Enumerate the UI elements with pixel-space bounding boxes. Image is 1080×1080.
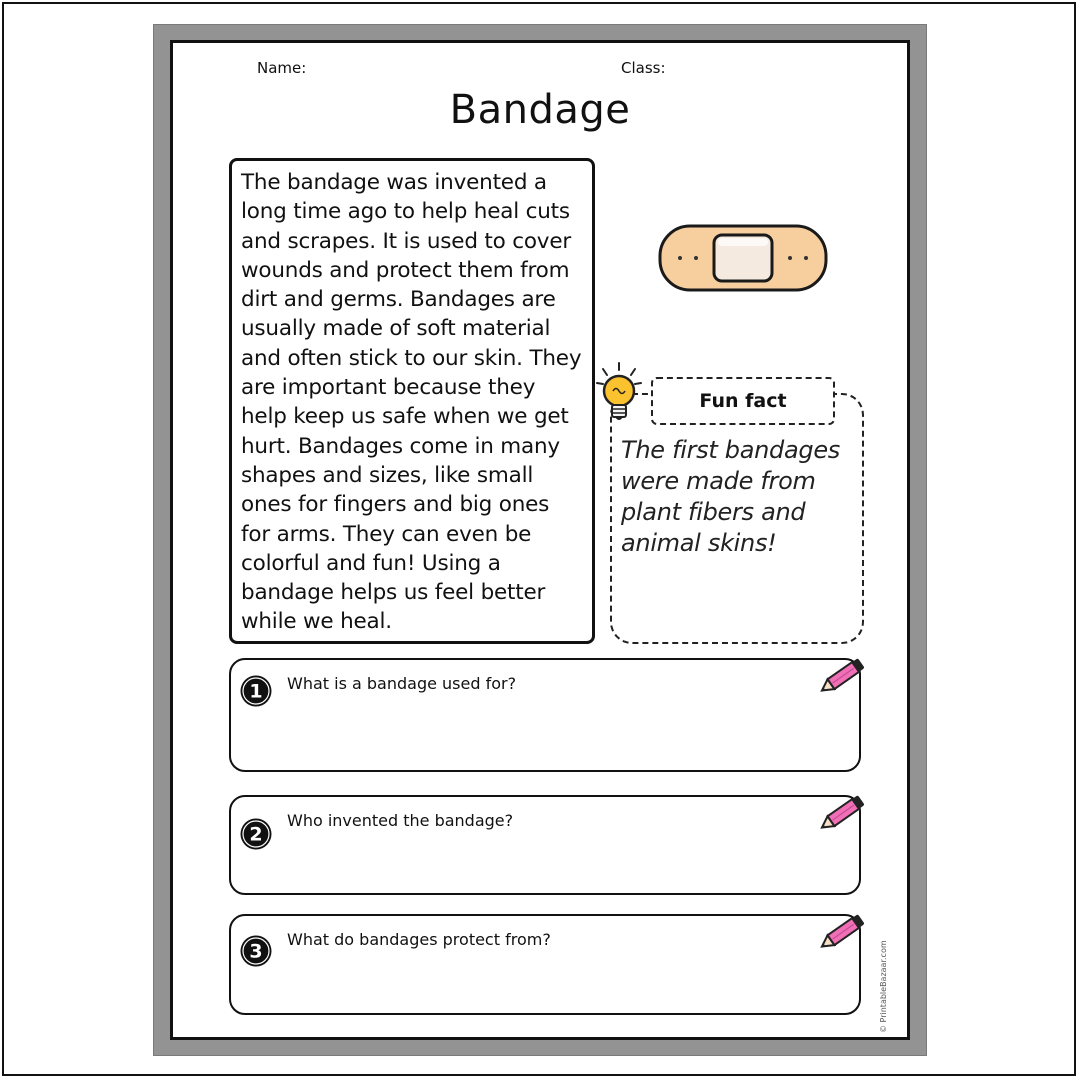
worksheet-page <box>170 40 910 1040</box>
page-title: Bandage <box>449 87 631 133</box>
pencil-icon <box>815 789 871 839</box>
question-text: What do bandages protect from? <box>287 930 551 949</box>
number-badge <box>239 817 273 851</box>
class-label: Class: <box>621 59 666 77</box>
fun-fact-text: The first bandages were made from plant fibers and animal skins! <box>621 436 840 557</box>
pencil-icon <box>815 908 871 958</box>
bandage-illustration <box>658 221 830 297</box>
copyright-credit: © PrintableBazaar.com <box>879 940 888 1033</box>
pencil-icon <box>815 652 871 702</box>
question-text: What is a bandage used for? <box>287 674 517 693</box>
lightbulb-icon <box>595 361 643 427</box>
question-text: Who invented the bandage? <box>287 811 514 830</box>
number-badge <box>239 934 273 968</box>
question-box-2[interactable] <box>229 795 861 895</box>
number-badge <box>239 674 273 708</box>
question-box-1[interactable] <box>229 658 861 772</box>
question-number: 2 <box>249 823 263 846</box>
question-number: 3 <box>249 940 263 963</box>
reading-passage: The bandage was invented a long time ago to help heal cuts and scrapes. It is used to cover wounds and protect them from dirt and germs. Bandages are usually made of soft material and often stick to our skin. They are important because they help keep us safe when we get hurt. Bandages come in many shapes and sizes, like small ones for fingers and big ones for arms. They can even be colorful and fun! Using a bandage helps us feel better while we heal. <box>229 158 595 644</box>
worksheet-backdrop <box>153 24 927 1056</box>
question-box-3[interactable] <box>229 914 861 1015</box>
name-label: Name: <box>257 59 307 77</box>
fun-fact-label: Fun fact <box>651 377 835 425</box>
question-number: 1 <box>249 680 263 703</box>
